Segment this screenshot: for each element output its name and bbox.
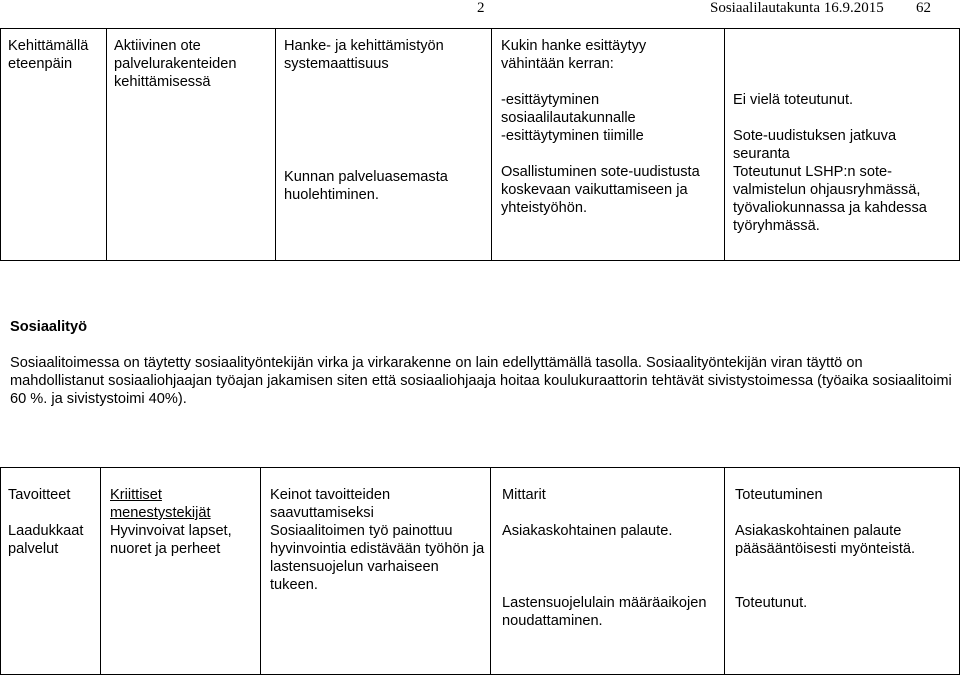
row-result-2: Toteutunut. [735,595,808,611]
top-table-border-top [0,28,960,29]
bottom-table-divider [0,467,1,675]
result-line-2: Sote-uudistuksen jatkuva seuranta [733,128,897,162]
row-goal: Laadukkaat palvelut [8,523,84,557]
row-measure-2: Lastensuojelulain määräaikojen noudattaminen. [502,595,707,629]
bottom-table-divider [724,467,725,675]
success-factor-cell [114,37,272,91]
top-table-divider [0,28,1,261]
top-table-divider [491,28,492,261]
top-table-border-bottom [0,260,960,261]
column-measures [502,486,720,630]
measures-line-3: -esittäytyminen tiimille [501,128,644,144]
measures-line-2: -esittäytyminen sosiaalilautakunnalle [501,92,636,126]
bottom-table-border-top [0,467,960,468]
column-means [270,486,488,594]
top-table-divider [106,28,107,261]
header-means: Keinot tavoitteiden saavuttamiseksi [270,487,391,521]
result-line-3: Toteutunut LSHP:n sote-valmistelun ohjausryhmässä, työvaliokunnassa ja kahdessa työryhmässä. [733,164,927,234]
bottom-table-divider [100,467,101,675]
document-title: Sosiaalilautakunta 16.9.2015 [710,0,884,16]
column-results [735,486,955,612]
result-cell [733,91,955,235]
row-measure-1: Asiakaskohtainen palaute. [502,523,673,539]
bottom-table-border-bottom [0,674,960,675]
header-goals: Tavoitteet [8,487,71,503]
measures-cell [501,37,706,217]
header-success-factors: Kriittiset menestystekijät [110,487,211,521]
means-top-text: Hanke- ja kehittämistyön systemaattisuus [284,38,444,72]
goal-cell [8,37,104,73]
bottom-table-divider [260,467,261,675]
section-heading: Sosiaalityö [10,319,88,335]
row-means: Sosiaalitoimen työ painottuu hyvinvointia edistävään työhön ja lastensuojelun varhaiseen tukeen. [270,523,485,593]
measures-line-4: Osallistuminen sote-uudistusta koskevaan vaikuttamiseen ja yhteistyöhön. [501,164,700,216]
measures-line-1: Kukin hanke esittäytyy vähintään kerran: [501,38,647,72]
top-table-divider [275,28,276,261]
bottom-table-divider [490,467,491,675]
goal-text: Kehittämällä eteenpäin [8,38,89,72]
success-factor-text: Aktiivinen ote palvelurakenteiden kehittämisessä [114,38,237,90]
page-number: 2 [477,0,485,16]
means-cell-bottom [284,168,488,204]
means-cell [284,37,488,73]
section-paragraph: Sosiaalitoimessa on täytetty sosiaalityöntekijän virka ja virkarakenne on lain edellyttämällä tasolla. Sosiaalityöntekijän viran täyttö on mahdollistanut sosiaaliohjaajan työajan jakamisen siten että sosiaaliohjaaja hoitaa koulukuraattorin tehtävät sivistystoimessa (työaika sosiaalitoimi 60 %. ja sivistystoimi 40%). [10,355,952,407]
header-measures: Mittarit [502,487,546,503]
means-bottom-text: Kunnan palveluasemasta huolehtiminen. [284,169,448,203]
row-result-1: Asiakaskohtainen palaute pääsääntöisesti myönteistä. [735,523,916,557]
column-goals [8,486,98,558]
page-count: 62 [916,0,931,16]
top-table-divider [724,28,725,261]
row-success-factor: Hyvinvoivat lapset, nuoret ja perheet [110,523,232,557]
header-results: Toteutuminen [735,487,823,503]
column-success-factors [110,486,258,558]
result-line-1: Ei vielä toteutunut. [733,92,854,108]
